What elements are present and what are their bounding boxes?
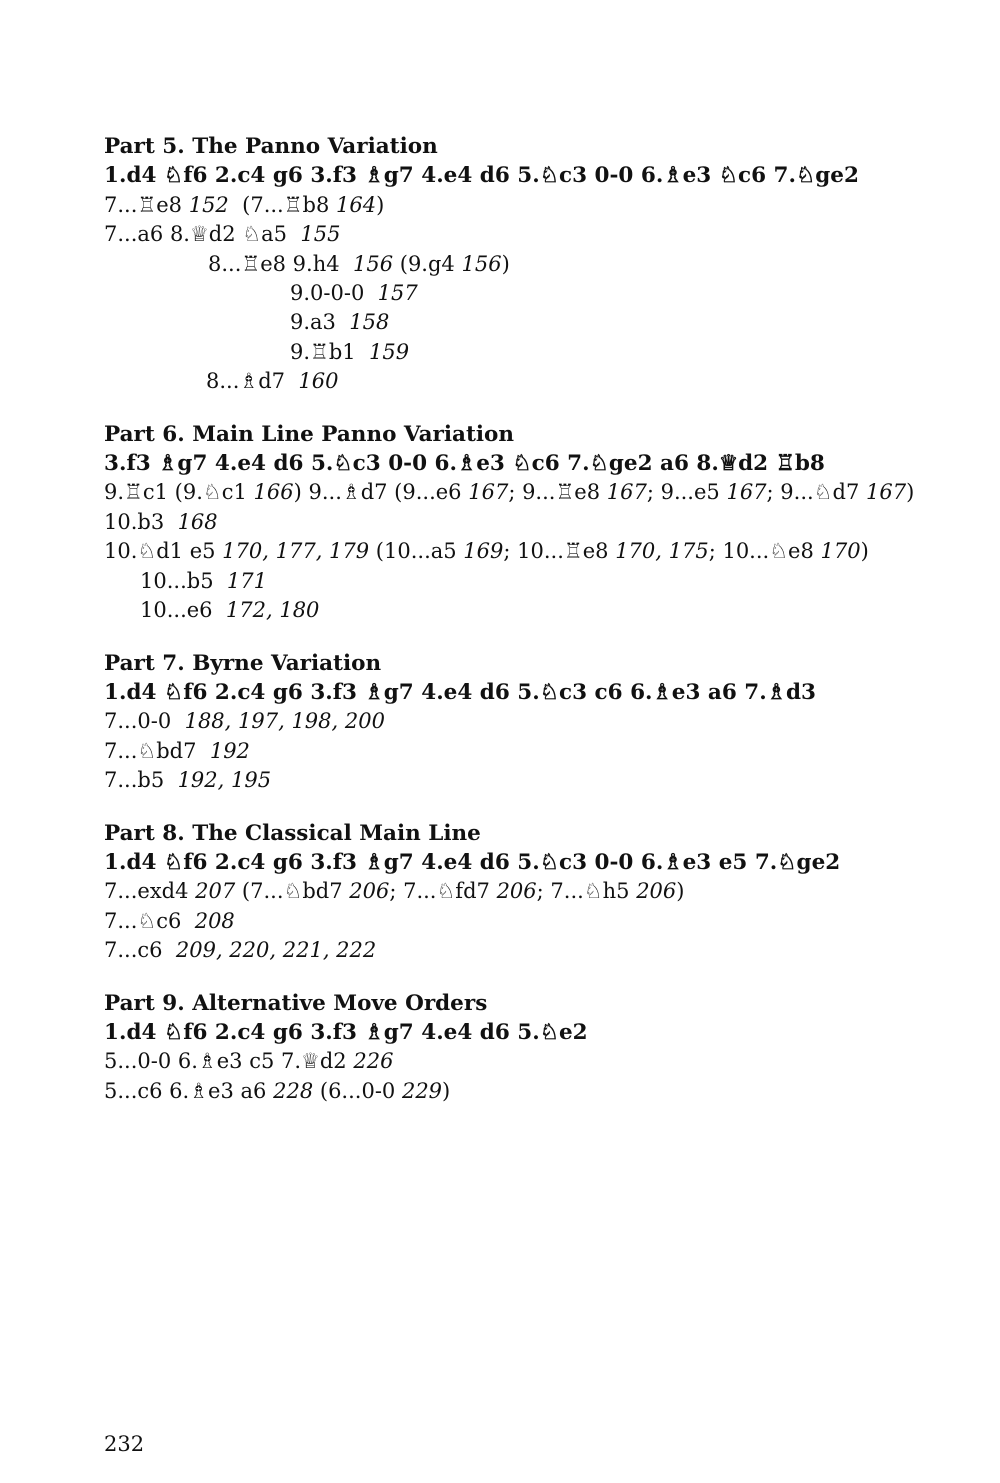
variation-line: 9.a3 158 bbox=[290, 310, 390, 335]
section-title: Part 6. Main Line Panno Variation bbox=[104, 421, 515, 447]
section-part-5 bbox=[104, 132, 964, 397]
variation-line: 10...e6 172, 180 bbox=[140, 598, 320, 623]
variation-line: 7...exd4 207 (7...♘bd7 206; 7...♘fd7 206; 7...♘h5 206) bbox=[104, 879, 685, 904]
section-part-8 bbox=[104, 819, 964, 966]
variation-line: 7...♘bd7 192 bbox=[104, 738, 250, 763]
variation-line: 10.♘d1 e5 170, 177, 179 (10...a5 169; 10...♖e8 170, 175; 10...♘e8 170) bbox=[104, 539, 869, 564]
page-content bbox=[104, 132, 964, 1129]
section-title: Part 9. Alternative Move Orders bbox=[104, 990, 488, 1016]
variation-line: 7...b5 192, 195 bbox=[104, 768, 272, 793]
main-line: 1.d4 ♘f6 2.c4 g6 3.f3 ♗g7 4.e4 d6 5.♘c3 0-0 6.♗e3 e5 7.♘ge2 bbox=[104, 849, 841, 875]
variation-line: 7...c6 209, 220, 221, 222 bbox=[104, 938, 377, 963]
main-line: 1.d4 ♘f6 2.c4 g6 3.f3 ♗g7 4.e4 d6 5.♘e2 bbox=[104, 1019, 588, 1045]
main-line: 1.d4 ♘f6 2.c4 g6 3.f3 ♗g7 4.e4 d6 5.♘c3 0-0 6.♗e3 ♘c6 7.♘ge2 bbox=[104, 163, 859, 189]
variation-line: 7...0-0 188, 197, 198, 200 bbox=[104, 709, 385, 734]
variation-line: 9.♖c1 (9.♘c1 166) 9...♗d7 (9...e6 167; 9...♖e8 167; 9...e5 167; 9...♘d7 167) bbox=[104, 480, 915, 505]
section-title: Part 8. The Classical Main Line bbox=[104, 820, 481, 846]
section-title: Part 7. Byrne Variation bbox=[104, 650, 382, 676]
section-part-7 bbox=[104, 649, 964, 796]
main-line: 3.f3 ♗g7 4.e4 d6 5.♘c3 0-0 6.♗e3 ♘c6 7.♘ge2 a6 8.♕d2 ♖b8 bbox=[104, 451, 825, 477]
variation-line: 10...b5 171 bbox=[140, 568, 268, 593]
variation-line: 7...a6 8.♕d2 ♘a5 155 bbox=[104, 222, 341, 247]
variation-line: 9.♖b1 159 bbox=[290, 339, 410, 364]
variation-line: 7...♖e8 152 (7...♖b8 164) bbox=[104, 192, 385, 217]
section-part-6 bbox=[104, 420, 964, 626]
variation-line: 8...♖e8 9.h4 156 (9.g4 156) bbox=[208, 251, 510, 276]
section-part-9 bbox=[104, 989, 964, 1107]
variation-line: 9.0-0-0 157 bbox=[290, 281, 418, 306]
variation-line: 5...0-0 6.♗e3 c5 7.♕d2 226 bbox=[104, 1049, 394, 1074]
page-number: 232 bbox=[104, 1432, 145, 1456]
section-title: Part 5. The Panno Variation bbox=[104, 134, 438, 159]
variation-line: 8...♗d7 160 bbox=[206, 369, 339, 394]
main-line: 1.d4 ♘f6 2.c4 g6 3.f3 ♗g7 4.e4 d6 5.♘c3 c6 6.♗e3 a6 7.♗d3 bbox=[104, 679, 817, 705]
variation-line: 5...c6 6.♗e3 a6 228 (6...0-0 229) bbox=[104, 1078, 451, 1103]
variation-line: 7...♘c6 208 bbox=[104, 908, 235, 933]
variation-line: 10.b3 168 bbox=[104, 509, 218, 534]
